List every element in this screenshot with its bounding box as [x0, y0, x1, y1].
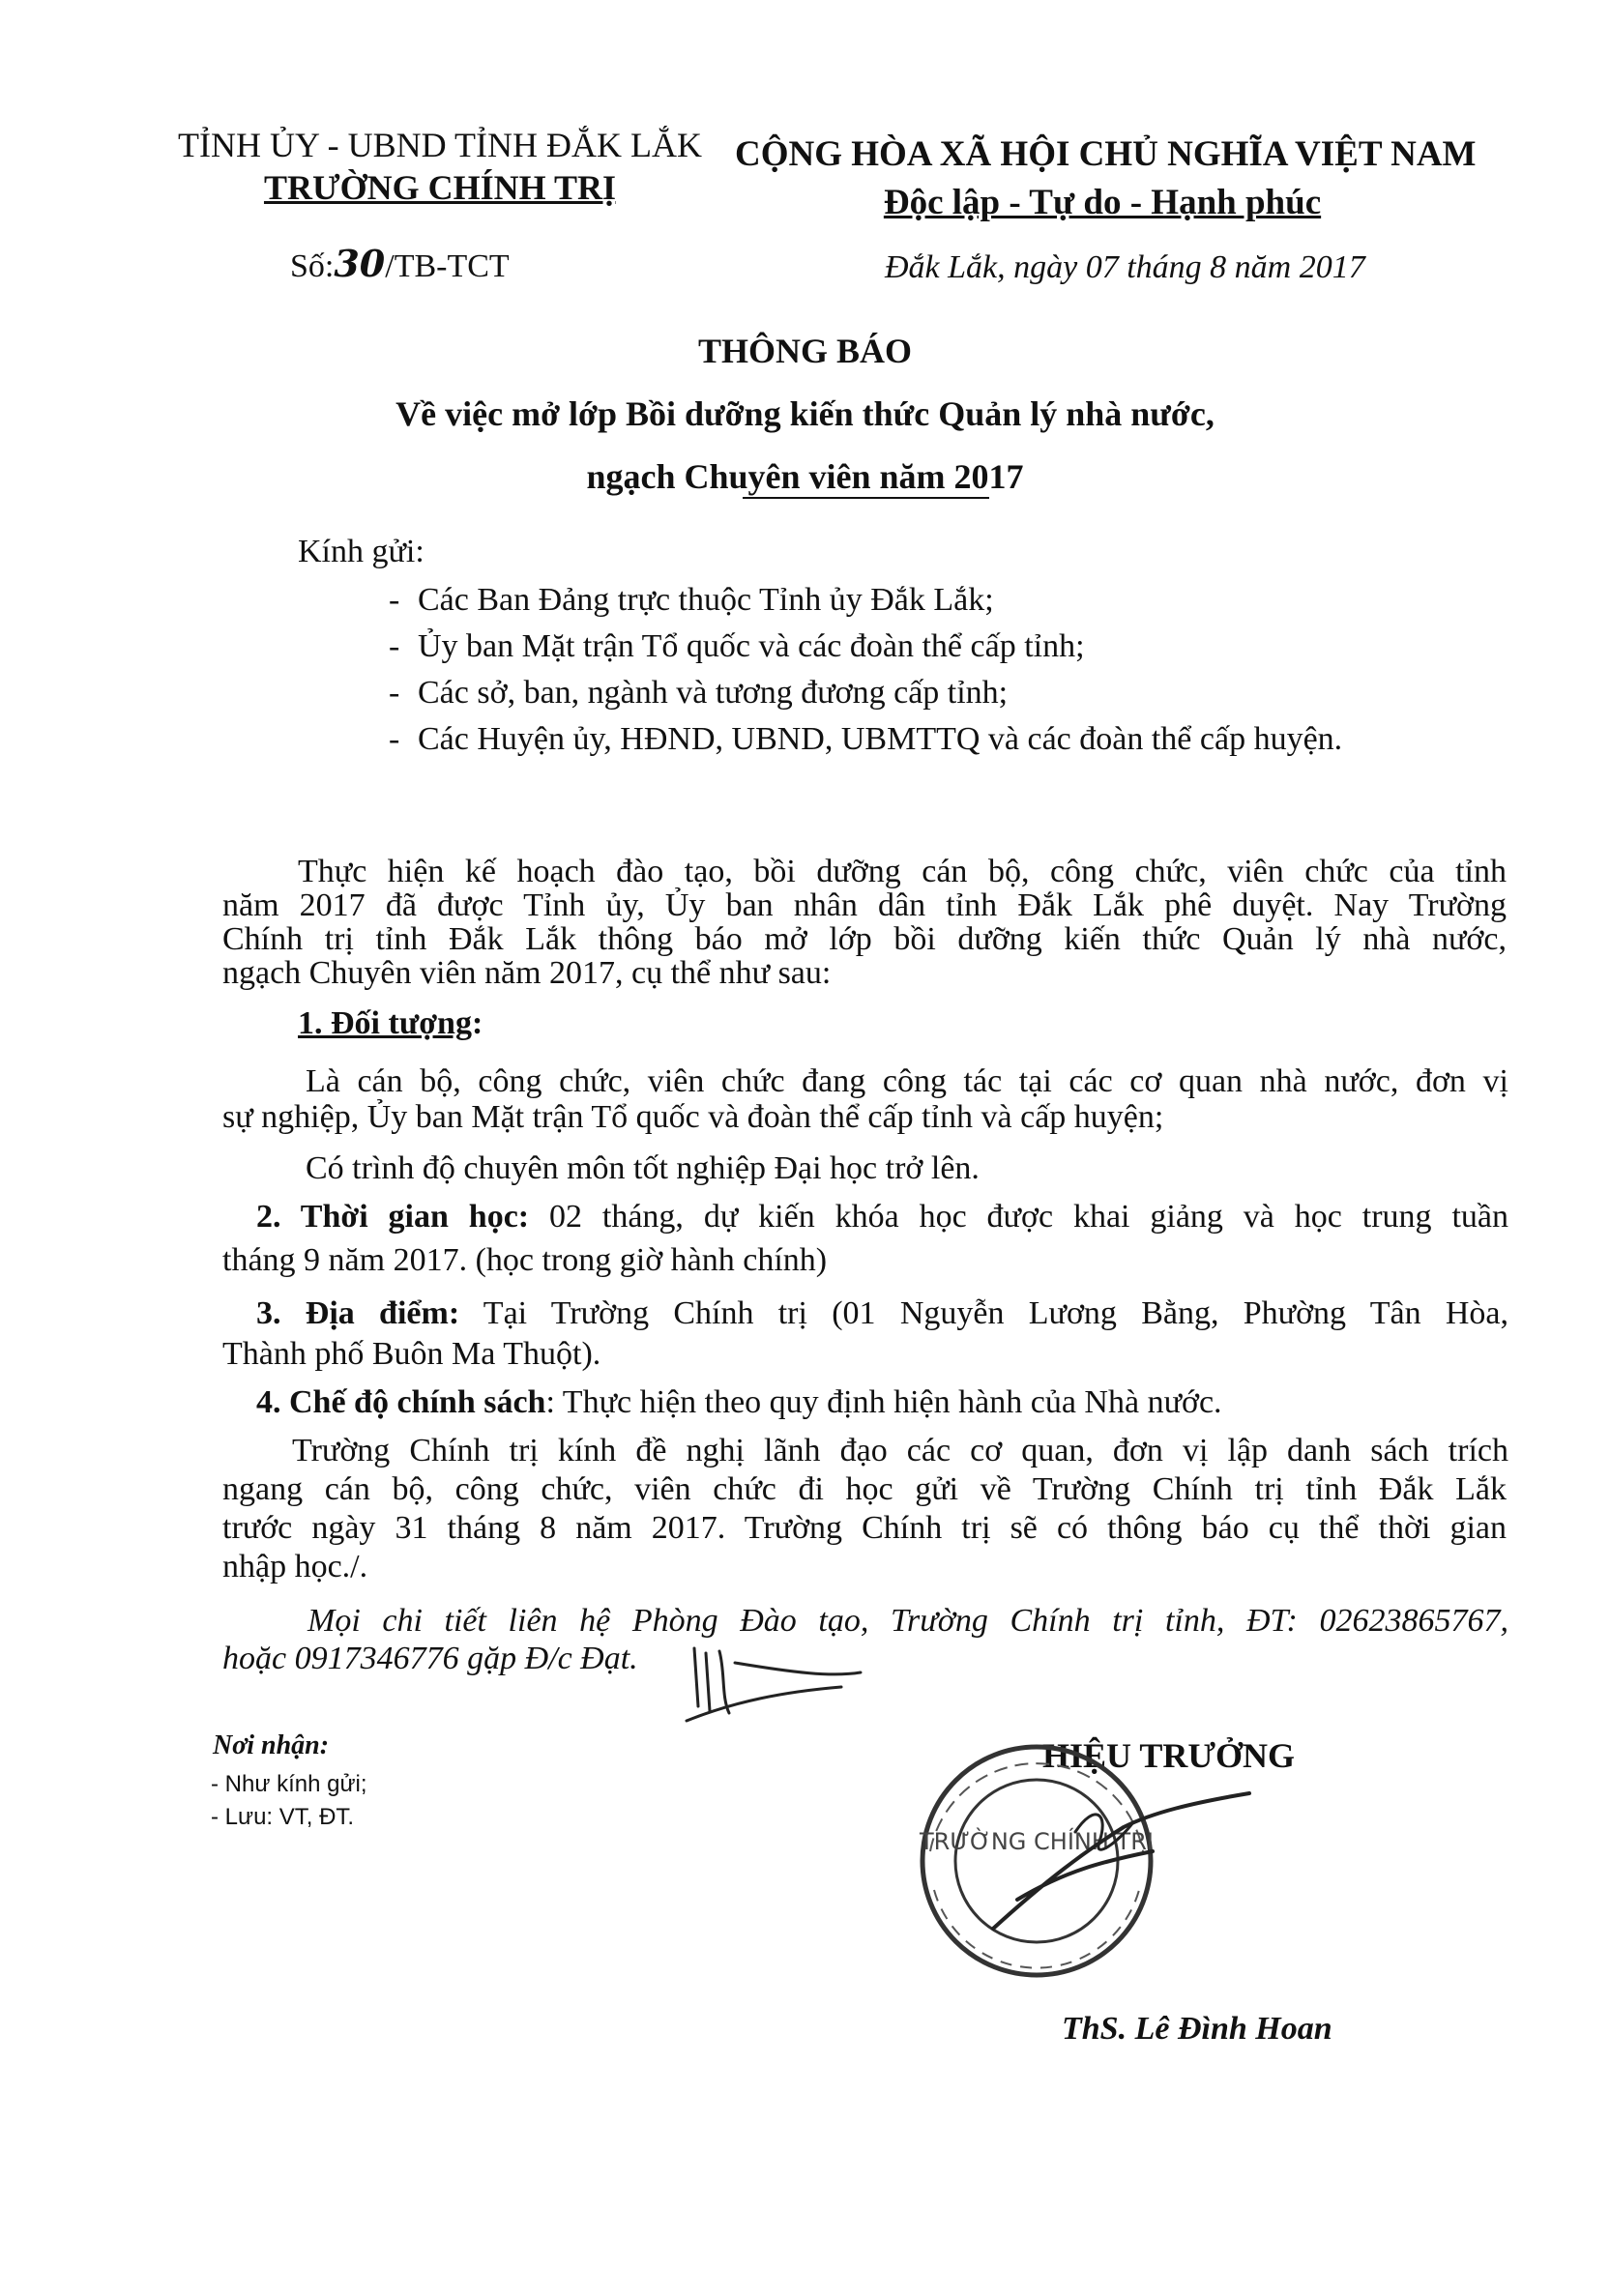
signer-title: HIỆU TRƯỞNG	[1042, 1736, 1296, 1775]
national-title: CỘNG HÒA XÃ HỘI CHỦ NGHĨA VIỆT NAM	[735, 134, 1477, 174]
section-3-line1: 3. Địa điểm: Tại Trường Chính trị (01 Nguyễn Lương Bằng, Phường Tân Hòa,	[256, 1295, 1508, 1331]
contact-line1: Mọi chi tiết liên hệ Phòng Đào tạo, Trường Chính trị tỉnh, ĐT: 02623865767,	[307, 1603, 1508, 1639]
document-subtitle-line2: ngạch Chuyên viên năm 2017	[586, 457, 1024, 496]
initials-flourish	[677, 1634, 870, 1740]
section-2-heading: 2. Thời gian học:	[256, 1199, 530, 1235]
section-2-line1: 2. Thời gian học: 02 tháng, dự kiến khóa học được khai giảng và học trung tuần	[256, 1199, 1508, 1235]
document-title-block	[0, 327, 1610, 501]
official-stamp	[901, 1735, 1259, 1987]
issuer-name-text: TRƯỜNG CHÍNH TRỊ	[263, 168, 617, 207]
section-4-line: 4. Chế độ chính sách: Thực hiện theo quy định hiện hành của Nhà nước.	[256, 1384, 1222, 1420]
section-2-line2: tháng 9 năm 2017. (học trong giờ hành chính)	[222, 1242, 828, 1278]
document-number-handwritten: 30	[334, 242, 386, 285]
document-number-suffix: /TB-TCT	[385, 248, 510, 284]
signer-name: ThS. Lê Đình Hoan	[1062, 2011, 1332, 2047]
recipient-item: - Các Ban Đảng trực thuộc Tỉnh ủy Đắk Lắk;	[389, 582, 994, 618]
section-3-heading: 3. Địa điểm:	[256, 1295, 460, 1331]
issue-date: Đắk Lắk, ngày 07 tháng 8 năm 2017	[885, 249, 1365, 285]
document-title: THÔNG BÁO	[697, 332, 913, 370]
section-3-line2: Thành phố Buôn Ma Thuột).	[222, 1336, 601, 1372]
noi-nhan-label: Nơi nhận:	[213, 1730, 330, 1760]
document-number-prefix: Số:	[290, 248, 335, 284]
issuer-parent: TỈNH ỦY - UBND TỈNH ĐẮK LẮK	[178, 126, 702, 164]
noi-nhan-item: - Lưu: VT, ĐT.	[211, 1804, 355, 1830]
stamp-text: TRƯỜNG CHÍNH TRỊ	[920, 1828, 1154, 1855]
closing-line: Trường Chính trị kính đề nghị lãnh đạo các cơ quan, đơn vị lập danh sách trích	[292, 1433, 1508, 1468]
contact-line2: hoặc 0917346776 gặp Đ/c Đạt.	[222, 1641, 638, 1676]
recipient-item: - Ủy ban Mặt trận Tổ quốc và các đoàn thể cấp tỉnh;	[389, 628, 1085, 664]
intro-line: ngạch Chuyên viên năm 2017, cụ thể như sau:	[222, 955, 832, 991]
section-1-line: Là cán bộ, công chức, viên chức đang công tác tại các cơ quan nhà nước, đơn vị	[306, 1063, 1508, 1099]
section-1-line: Có trình độ chuyên môn tốt nghiệp Đại học trở lên.	[306, 1150, 980, 1186]
section-1-heading: 1. Đối tượng:	[298, 1005, 483, 1041]
closing-line: nhập học./.	[222, 1549, 368, 1584]
national-motto-text: Độc lập - Tự do - Hạnh phúc	[883, 183, 1322, 222]
closing-line: trước ngày 31 tháng 8 năm 2017. Trường Chính trị sẽ có thông báo cụ thể thời gian	[222, 1510, 1507, 1546]
recipient-item: - Các sở, ban, ngành và tương đương cấp tỉnh;	[389, 675, 1009, 711]
title-underline	[743, 497, 989, 499]
intro-line: Chính trị tỉnh Đắk Lắk thông báo mở lớp bồi dưỡng kiến thức Quản lý nhà nước,	[222, 921, 1507, 957]
recipient-item: - Các Huyện ủy, HĐND, UBND, UBMTTQ và các đoàn thể cấp huyện.	[389, 721, 1343, 757]
document-number	[290, 242, 510, 285]
section-4-heading: 4. Chế độ chính sách	[256, 1384, 546, 1420]
recipients-label: Kính gửi:	[298, 534, 424, 569]
national-title-block	[735, 131, 1477, 227]
closing-line: ngang cán bộ, công chức, viên chức đi học gửi về Trường Chính trị tỉnh Đắk Lắk	[222, 1471, 1507, 1507]
intro-line: năm 2017 đã được Tỉnh ủy, Ủy ban nhân dân tỉnh Đắk Lắk phê duyệt. Nay Trường	[222, 887, 1507, 923]
section-1-line: sự nghiệp, Ủy ban Mặt trận Tổ quốc và đoàn thể cấp tỉnh và cấp huyện;	[222, 1099, 1164, 1135]
noi-nhan-item: - Như kính gửi;	[211, 1771, 367, 1797]
national-motto	[735, 179, 1470, 227]
issuer-block	[145, 124, 735, 209]
issuer-name	[145, 166, 735, 209]
document-subtitle-line1: Về việc mở lớp Bồi dưỡng kiến thức Quản lý nhà nước,	[395, 394, 1215, 433]
intro-line: Thực hiện kế hoạch đào tạo, bồi dưỡng cán bộ, công chức, viên chức của tỉnh	[298, 854, 1507, 889]
